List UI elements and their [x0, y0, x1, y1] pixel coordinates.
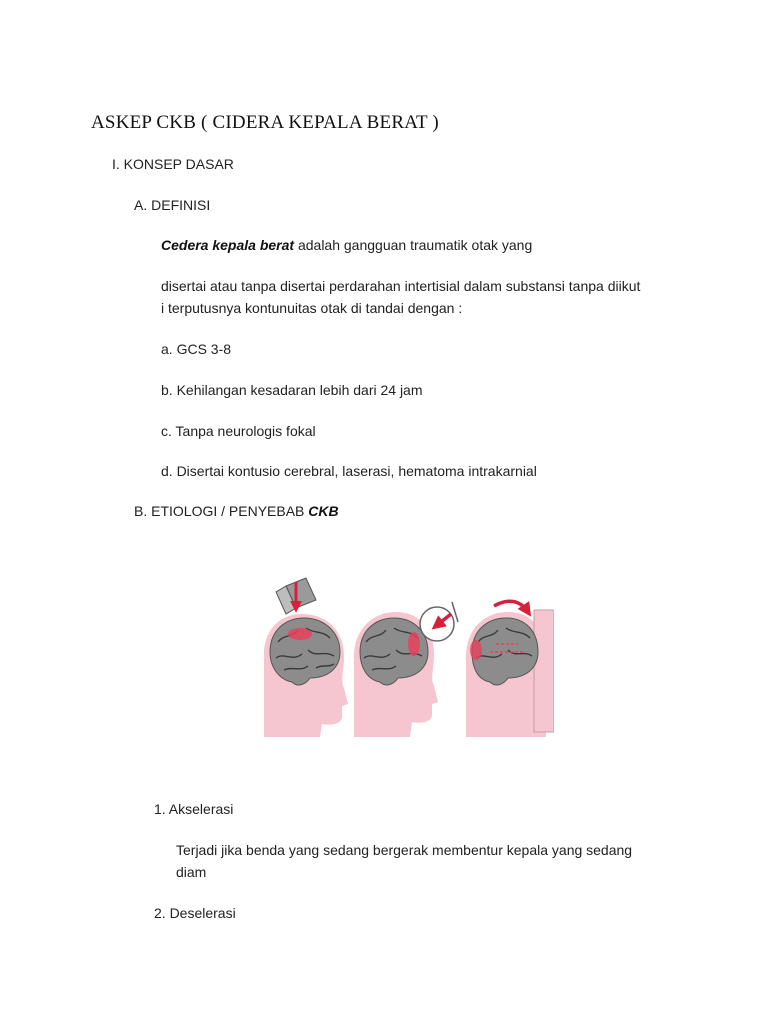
etiologi-prefix: B. ETIOLOGI / PENYEBAB: [134, 503, 309, 519]
criteria-item: c. Tanpa neurologis fokal: [161, 423, 316, 439]
cause-description-line1: Terjadi jika benda yang sedang bergerak membentur kepala yang sedang: [176, 842, 633, 858]
definition-term: Cedera kepala berat: [161, 237, 295, 253]
cause-heading-deselerasi: 2. Deselerasi: [154, 905, 236, 921]
criteria-item: b. Kehilangan kesadaran lebih dari 24 jam: [161, 382, 423, 398]
definition-continuation-line1: disertai atau tanpa disertai perdarahan intertisial dalam substansi tanpa diikut: [161, 278, 641, 294]
criteria-item: d. Disertai kontusio cerebral, laserasi, hematoma intrakarnial: [161, 463, 537, 479]
cause-heading-akselerasi: 1. Akselerasi: [154, 801, 234, 817]
criteria-item: a. GCS 3-8: [161, 341, 232, 357]
head-top-impact-panel: [264, 578, 348, 737]
definition-continuation-line2: i terputusnya kontunuitas otak di tandai dengan :: [161, 300, 463, 316]
subsection-definisi: A. DEFINISI: [134, 197, 211, 213]
head-injury-illustration: [262, 572, 554, 737]
cause-description-line2: diam: [176, 864, 207, 880]
head-side-impact-panel: [354, 602, 458, 737]
head-rotational-impact-panel: [466, 601, 554, 737]
etiologi-emphasis: CKB: [308, 503, 339, 519]
definition-paragraph: [161, 234, 532, 256]
document-title: ASKEP CKB ( CIDERA KEPALA BERAT ): [91, 112, 439, 133]
definition-rest: adalah gangguan traumatik otak yang: [294, 237, 533, 253]
section-konsep-dasar: I. KONSEP DASAR: [112, 156, 234, 172]
subsection-etiologi: [134, 500, 339, 522]
